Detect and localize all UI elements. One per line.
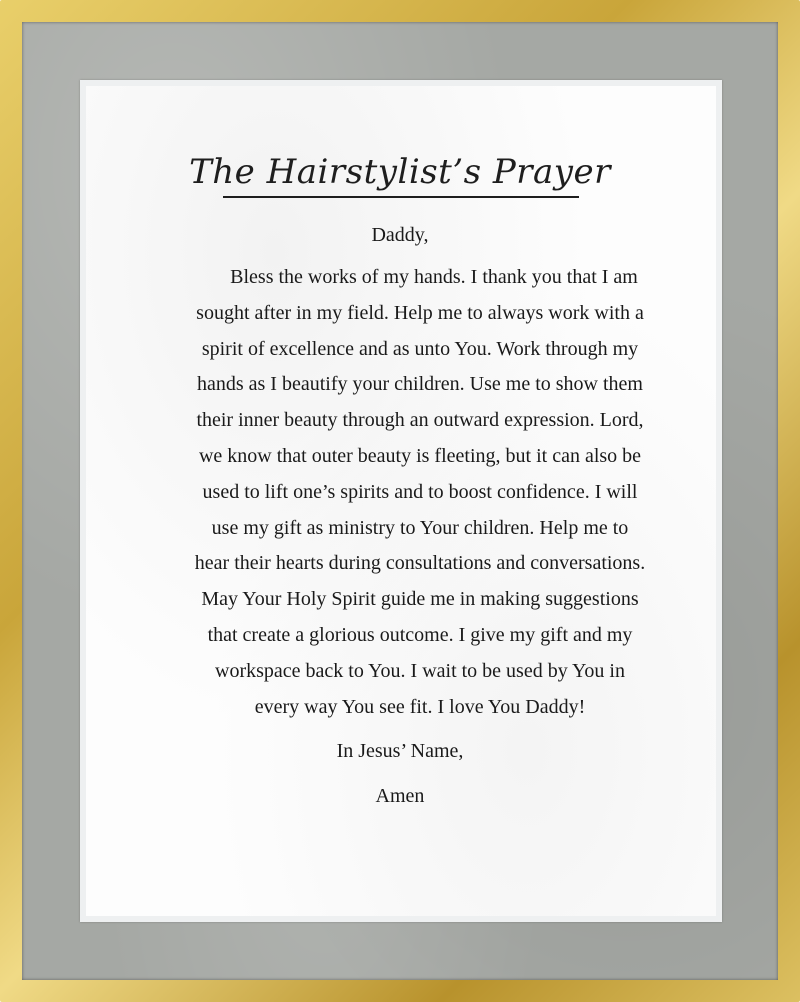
prayer-line: hands as I beautify your children. Use me to show them bbox=[196, 373, 643, 396]
amen-signoff: Amen bbox=[375, 785, 425, 807]
prayer-line: their inner beauty through an outward expression. Lord, bbox=[196, 409, 644, 432]
prayer-line: every way You see fit. I love You Daddy! bbox=[254, 695, 586, 718]
title-underline bbox=[223, 196, 579, 198]
prayer-line: hear their hearts during consultations and conversations. bbox=[194, 552, 646, 575]
prayer-line: May Your Holy Spirit guide me in making suggestions bbox=[201, 588, 639, 611]
salutation: Daddy, bbox=[371, 224, 429, 246]
prayer-line: we know that outer beauty is fleeting, but it can also be bbox=[198, 444, 642, 467]
prayer-line: used to lift one’s spirits and to boost confidence. I will bbox=[202, 480, 638, 503]
prayer-line: that create a glorious outcome. I give my gift and my bbox=[207, 623, 633, 646]
prayer-line: spirit of excellence and as unto You. Work through my bbox=[201, 337, 639, 360]
prayer-body bbox=[180, 260, 660, 725]
prayer-line: use my gift as ministry to Your children. Help me to bbox=[211, 516, 629, 539]
prayer-line: Bless the works of my hands. I thank you that I am bbox=[230, 266, 638, 288]
prayer-line: sought after in my field. Help me to always work with a bbox=[196, 301, 644, 324]
prayer-line: workspace back to You. I wait to be used by You in bbox=[215, 659, 625, 682]
closing-line: In Jesus’ Name, bbox=[336, 740, 464, 762]
page-title: The Hairstylist’s Prayer bbox=[189, 152, 611, 192]
